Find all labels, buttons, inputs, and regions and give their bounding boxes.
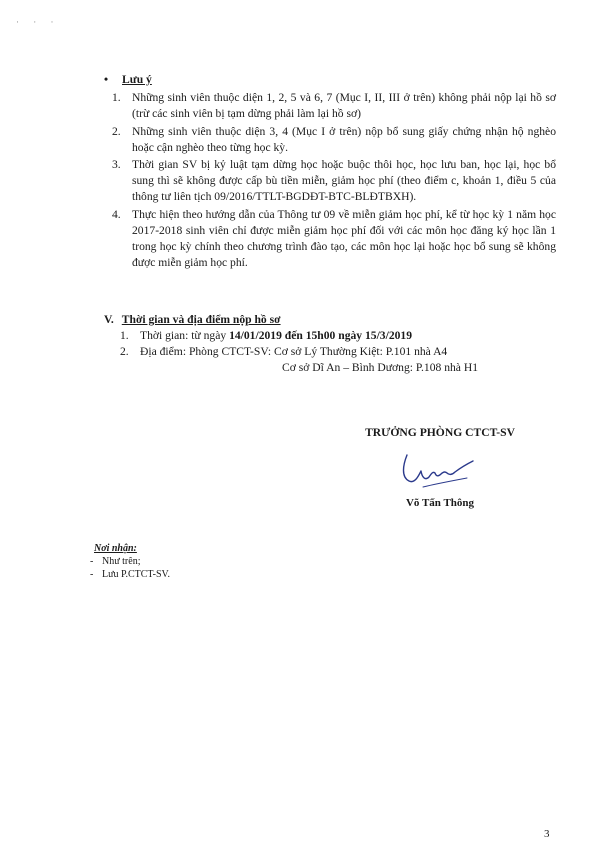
note-heading [104,72,556,88]
section-v [104,312,556,376]
submission-time-range: 14/01/2019 đến 15h00 ngày 15/3/2019 [229,329,413,342]
section-v-number: V. [104,313,114,326]
signature-block [330,425,550,511]
note-item-text: Những sinh viên thuộc diện 1, 2, 5 và 6, 7 (Mục I, II, III ở trên) không phải nộp lại hồ sơ (trừ các sinh viên bị tạm dừng phải làm lại hồ sơ) [132,91,556,120]
note-item-number: 1. [112,91,121,104]
note-item-text: Thực hiện theo hướng dẫn của Thông tư 09 về miễn giảm học phí, kể từ học kỳ 1 năm học 2017-2018 sinh viên chỉ được miễn giảm học phí đối với các môn học đăng ký học lần 1 trong học kỳ chính theo chương trình đào tạo, các môn học lại hoặc học bổ sung sẽ không được miễn giảm học phí. [132,207,556,269]
note-title: Lưu ý [122,73,152,86]
recipient-dash: - [90,569,94,580]
note-item-text: Thời gian SV bị kỷ luật tạm dừng học hoặc buộc thôi học, học lưu ban, học lại, học bổ sung thì sẽ không được cấp bù tiền miễn, giảm học phí (theo điểm c, khoản 1, điều 5 của thông tư liên tịch 09/2016/TTLT-BGDĐT-BTC-BLĐTBXH). [132,158,556,204]
recipient-item [90,555,310,568]
section-v-heading [104,312,556,328]
signer-position: TRƯỞNG PHÒNG CTCT-SV [365,426,515,439]
submission-time [104,328,556,344]
note-item [104,124,556,156]
submission-place-line2: Cơ sở Dĩ An – Bình Dương: P.108 nhà H1 [282,361,479,374]
recipient-text: Như trên; [102,556,141,567]
recipients-title: Nơi nhận: [94,543,137,554]
handwritten-signature [385,447,495,493]
section-v-title: Thời gian và địa điểm nộp hồ sơ [121,313,281,326]
bullet-icon: • [104,73,109,86]
submission-place-number: 2. [120,345,129,358]
note-item-text: Những sinh viên thuộc diện 3, 4 (Mục I ở trên) nộp bổ sung giấy chứng nhận hộ nghèo hoặc cận nghèo theo từng học kỳ. [132,124,556,154]
recipient-text: Lưu P.CTCT-SV. [102,569,170,580]
recipient-dash: - [90,556,94,567]
submission-place-second [104,360,556,376]
signer-name: Võ Tấn Thông [405,497,475,509]
submission-place [104,344,556,360]
submission-time-prefix: Thời gian: từ ngày [140,329,230,342]
submission-place-line1: Địa điểm: Phòng CTCT-SV: Cơ sở Lý Thường Kiệt: P.101 nhà A4 [140,345,448,358]
note-list [104,90,556,271]
note-item-number: 2. [112,124,121,138]
note-item-number: 4. [112,207,121,221]
note-item-number: 3. [112,158,121,172]
note-block [104,72,556,272]
page-number: 3 [544,828,550,840]
note-item [104,157,556,205]
recipients-block [90,542,310,581]
scan-marks: · · · [16,17,60,27]
note-item [104,207,556,271]
submission-time-number: 1. [120,329,129,342]
recipient-item [90,568,310,581]
note-item [104,90,556,122]
